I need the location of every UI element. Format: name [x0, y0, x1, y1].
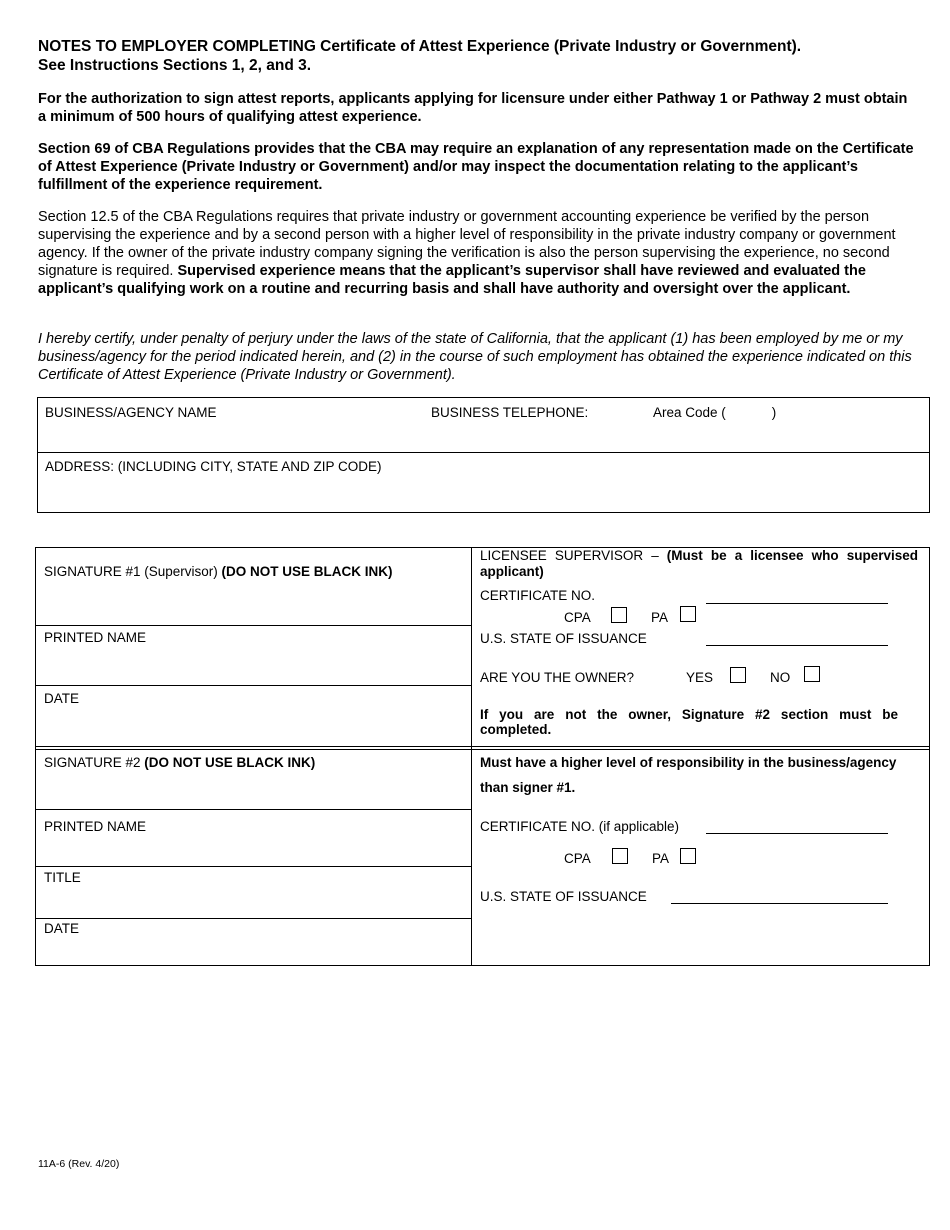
licensee-supervisor-title	[480, 548, 918, 580]
licensee-title-text: LICENSEE SUPERVISOR –	[480, 548, 667, 563]
licensee-title-note: (Must be a licensee who supervised applicant)	[480, 548, 919, 579]
pa-2-checkbox[interactable]	[680, 848, 696, 864]
signature-2-date-field[interactable]: DATE	[44, 921, 80, 936]
cpa-2-checkbox[interactable]	[612, 848, 628, 864]
signature-2-field[interactable]	[44, 755, 315, 771]
address-field[interactable]: ADDRESS: (INCLUDING CITY, STATE AND ZIP CODE)	[45, 459, 382, 474]
cpa-checkbox[interactable]	[611, 607, 627, 623]
pa-2-label: PA	[652, 851, 670, 866]
divider	[35, 918, 471, 919]
pathway-note: For the authorization to sign attest reports, applicants applying for licensure under either Pathway 1 or Pathway 2 must obtain a minimum of 500 hours of qualifying attest experience.	[38, 91, 908, 125]
certificate-no-2-label: CERTIFICATE NO. (if applicable)	[480, 819, 680, 834]
state-of-issuance-label: U.S. STATE OF ISSUANCE	[480, 631, 647, 646]
signature-1-date-field[interactable]: DATE	[44, 691, 80, 706]
title-rest: Certificate of Attest Experience (Private Industry or Government).	[315, 38, 802, 55]
cpa-label: CPA	[564, 610, 591, 625]
divider	[35, 746, 930, 747]
supervised-definition: Supervised experience means that the applicant’s supervisor shall have reviewed and evaluated the applicant’s qualifying work on a routine and recurring basis and shall have authority and oversight over the applicant.	[38, 263, 866, 297]
signature-1-field[interactable]	[44, 564, 393, 580]
cpa-2-label: CPA	[564, 851, 591, 866]
section-69-note: Section 69 of CBA Regulations provides that the CBA may require an explanation of any representation made on the Certificate of Attest Experience (Private Industry or Government) and/or may inspect the documentation relating to the applicant’s fulfillment of the experience requirement.	[38, 141, 914, 193]
signature-1-printed-name-field[interactable]: PRINTED NAME	[44, 630, 147, 645]
higher-responsibility-note-2: than signer #1.	[480, 780, 576, 795]
owner-question: ARE YOU THE OWNER?	[480, 670, 635, 685]
divider	[37, 452, 930, 453]
signature-2-printed-name-field[interactable]: PRINTED NAME	[44, 819, 147, 834]
area-code-open: Area Code (	[653, 405, 726, 420]
signature-1-label: SIGNATURE #1 (Supervisor)	[44, 564, 222, 579]
state-of-issuance-input[interactable]	[706, 645, 888, 646]
form-number: 11A-6 (Rev. 4/20)	[38, 1158, 120, 1170]
page-title	[38, 37, 918, 75]
owner-note: If you are not the owner, Signature #2 section must be completed.	[480, 707, 898, 737]
pa-checkbox[interactable]	[680, 606, 696, 622]
pa-label: PA	[651, 610, 669, 625]
owner-no-checkbox[interactable]	[804, 666, 820, 682]
divider	[35, 685, 471, 686]
signature-2-ink-note: (DO NOT USE BLACK INK)	[144, 755, 316, 770]
no-label: NO	[770, 670, 791, 685]
yes-label: YES	[686, 670, 714, 685]
owner-yes-checkbox[interactable]	[730, 667, 746, 683]
certificate-no-2-input[interactable]	[706, 833, 888, 834]
state-of-issuance-2-label: U.S. STATE OF ISSUANCE	[480, 889, 647, 904]
certificate-no-label: CERTIFICATE NO.	[480, 588, 596, 603]
divider	[35, 809, 471, 810]
area-code-field[interactable]	[653, 405, 776, 421]
title-line2: See Instructions Sections 1, 2, and 3.	[38, 57, 312, 74]
section-12-5-text: Section 12.5 of the CBA Regulations requires that private industry or government accounting experience be verified by the person supervising the experience and by a second person with a higher level of responsibility in the private industry company or government agency. If the owner of the private industry company signing the verification is also the person supervising the experience, no second signature is required.	[38, 209, 896, 279]
certification-statement: I hereby certify, under penalty of perjury under the laws of the state of California, that the applicant (1) has been employed by me or my business/agency for the period indicated herein, and (2) in the course of such employment has obtained the experience indicated on this Certificate of Attest Experience (Private Industry or Government).	[38, 331, 912, 383]
state-of-issuance-2-input[interactable]	[671, 903, 888, 904]
signature-2-title-field[interactable]: TITLE	[44, 870, 81, 885]
business-name-field[interactable]: BUSINESS/AGENCY NAME	[45, 405, 217, 420]
higher-responsibility-note-1: Must have a higher level of responsibility in the business/agency	[480, 755, 897, 770]
signature-1-ink-note: (DO NOT USE BLACK INK)	[221, 564, 393, 579]
section-12-5-note	[38, 208, 918, 298]
business-phone-label: BUSINESS TELEPHONE:	[431, 405, 589, 420]
area-code-close: )	[771, 405, 777, 420]
divider	[35, 625, 471, 626]
certificate-no-input[interactable]	[706, 603, 888, 604]
divider	[471, 547, 472, 966]
title-bold: NOTES TO EMPLOYER COMPLETING	[38, 38, 316, 55]
divider	[35, 749, 930, 750]
divider	[35, 866, 471, 867]
signature-2-label: SIGNATURE #2	[44, 755, 145, 770]
